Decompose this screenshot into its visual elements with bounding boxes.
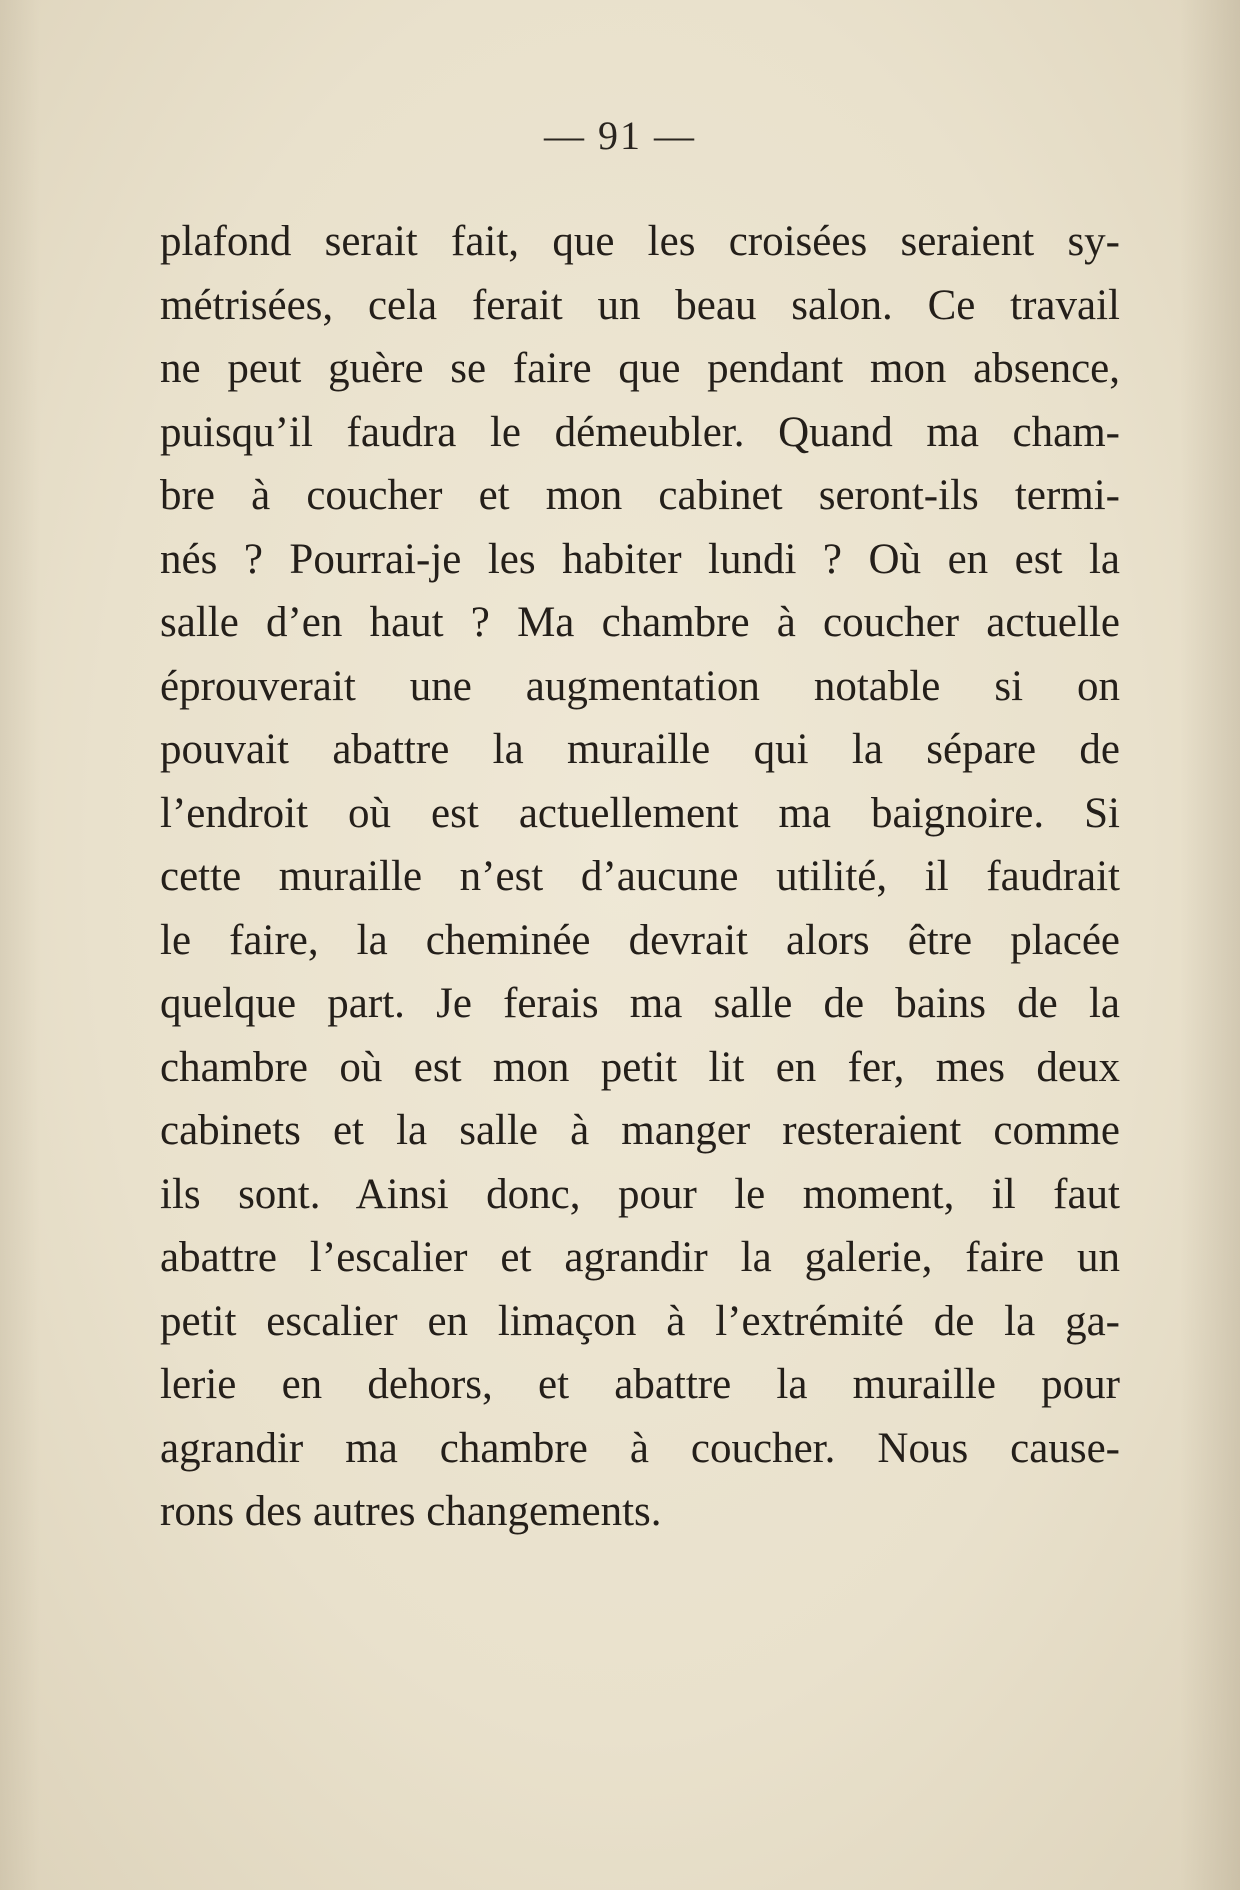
text-line: l’endroit où est actuellement ma baignoire. Si	[160, 789, 1120, 837]
text-line: cabinets et la salle à manger resteraient comme	[160, 1107, 1120, 1154]
text-line: puisqu’il faudra le démeubler. Quand ma cham-	[160, 408, 1120, 456]
text-line: bre à coucher et mon cabinet seront-ils termi-	[160, 472, 1120, 519]
text-line: pouvait abattre la muraille qui la sépare de	[160, 726, 1120, 773]
text-line: chambre où est mon petit lit en fer, mes deux	[160, 1043, 1120, 1091]
text-line: nés ? Pourrai-je les habiter lundi ? Où en est la	[160, 535, 1120, 583]
text-line: cette muraille n’est d’aucune utilité, il faudrait	[160, 853, 1120, 900]
text-line: éprouverait une augmentation notable si on	[160, 662, 1120, 710]
text-line: le faire, la cheminée devrait alors être placée	[160, 916, 1120, 964]
text-line: agrandir ma chambre à coucher. Nous cause-	[160, 1424, 1120, 1472]
text-line: plafond serait fait, que les croisées seraient sy-	[160, 218, 1120, 265]
page-body-text	[160, 210, 1120, 1544]
text-line: métrisées, cela ferait un beau salon. Ce travail	[160, 281, 1120, 329]
page-edge-shadow-right	[1180, 0, 1240, 1890]
text-line: petit escalier en limaçon à l’extrémité de la ga-	[160, 1297, 1120, 1345]
text-line: quelque part. Je ferais ma salle de bains de la	[160, 980, 1120, 1027]
text-line: ne peut guère se faire que pendant mon absence,	[160, 345, 1120, 392]
page-number: — 91 —	[544, 113, 696, 158]
text-line: lerie en dehors, et abattre la muraille pour	[160, 1361, 1120, 1408]
text-line: salle d’en haut ? Ma chambre à coucher actuelle	[160, 599, 1120, 646]
page-edge-shadow-left	[0, 0, 40, 1890]
text-line: abattre l’escalier et agrandir la galerie, faire un	[160, 1234, 1120, 1281]
text-line: ils sont. Ainsi donc, pour le moment, il faut	[160, 1170, 1120, 1218]
text-line-last: rons des autres changements.	[160, 1488, 662, 1535]
